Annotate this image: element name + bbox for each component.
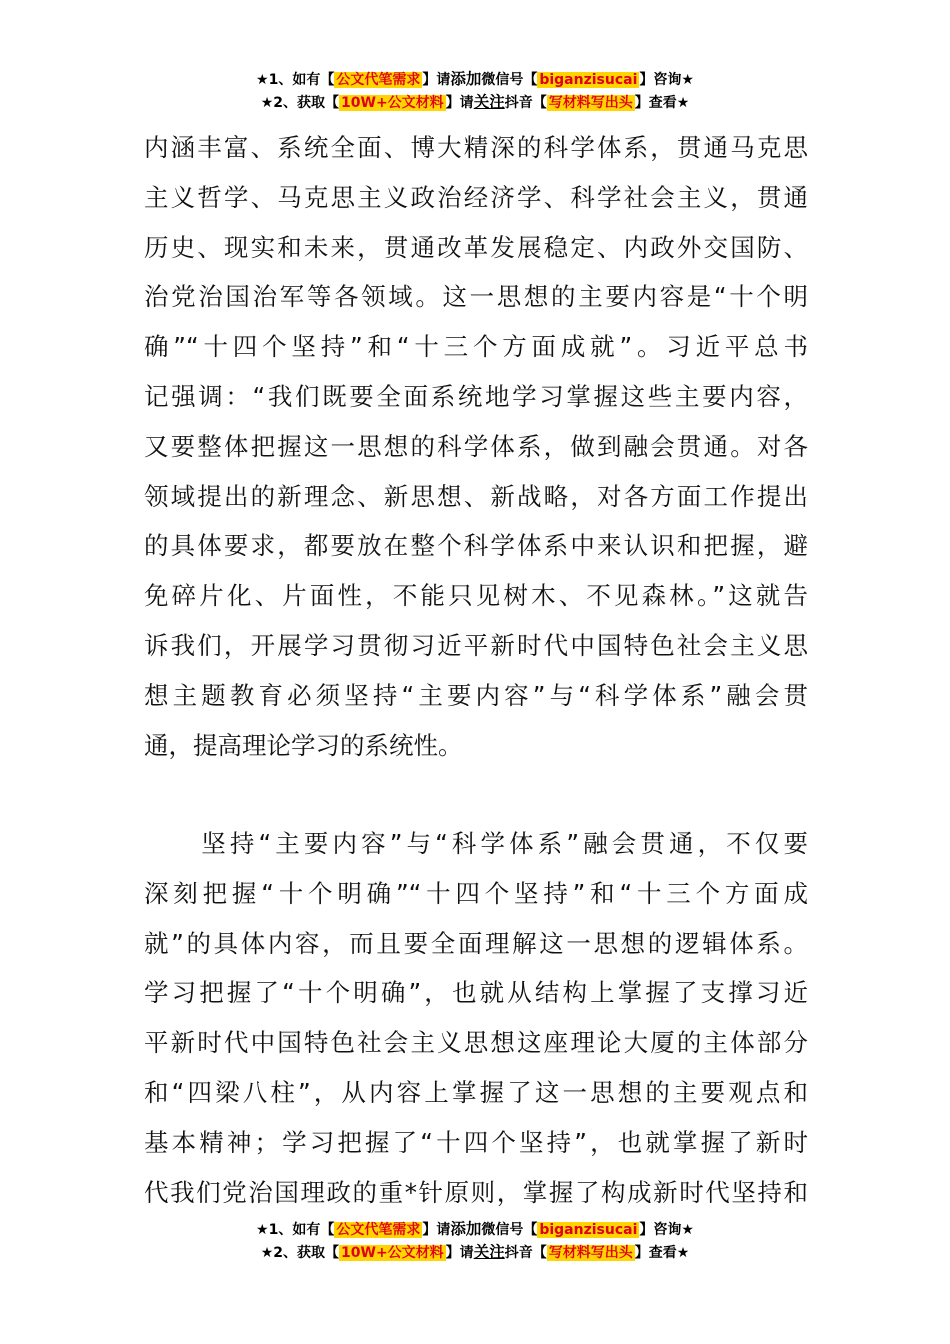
promo-highlight: 公文代笔需求 <box>336 1222 421 1238</box>
promo-text: 】查看★ <box>634 1245 690 1261</box>
paragraph-line: 就”的具体内容，而且要全面理解这一思想的逻辑体系。 <box>144 928 808 958</box>
promo-text: ★1、如有【 <box>256 1222 335 1238</box>
body-paragraph-2 <box>144 819 808 1217</box>
paragraph-line: 和“四梁八柱”，从内容上掌握了这一思想的主要观点和 <box>144 1077 808 1107</box>
paragraph-line: 诉我们，开展学习贯彻习近平新时代中国特色社会主义思 <box>144 630 808 660</box>
promo-text: 抖音【 <box>504 1245 547 1261</box>
body-paragraph-1 <box>144 123 808 770</box>
promo-text: 】查看★ <box>634 95 690 111</box>
promo-text: 】请 <box>445 1245 474 1261</box>
promo-text: 】请 <box>422 72 451 88</box>
paragraph-line: 代我们党治国理政的重*针原则，掌握了构成新时代坚持和 <box>144 1177 808 1207</box>
promo-line-2 <box>0 91 950 114</box>
promo-emphasis: 添加 <box>450 1220 482 1238</box>
paragraph-line: 主义哲学、马克思主义政治经济学、科学社会主义，贯通 <box>144 182 808 212</box>
paragraph-line: 平新时代中国特色社会主义思想这座理论大厦的主体部分 <box>144 1028 808 1058</box>
paragraph-line: 深刻把握“十个明确”“十四个坚持”和“十三个方面成 <box>144 878 808 908</box>
promo-emphasis: 添加 <box>450 70 482 88</box>
paragraph-line: 坚持“主要内容”与“科学体系”融会贯通，不仅要 <box>144 829 808 858</box>
paragraph-line: 通，提高理论学习的系统性。 <box>144 730 463 760</box>
promo-highlight: 10W+公文材料 <box>341 1245 444 1261</box>
paragraph-line: 免碎片化、片面性，不能只见树木、不见森林。”这就告 <box>144 581 808 611</box>
promo-text: 】请 <box>445 95 474 111</box>
paragraph-line: 历史、现实和未来，贯通改革发展稳定、内政外交国防、 <box>144 232 808 262</box>
paragraph-line: 基本精神；学习把握了“十四个坚持”，也就掌握了新时 <box>144 1127 808 1157</box>
promo-text: 抖音【 <box>504 95 547 111</box>
paragraph-line: 想主题教育必须坚持“主要内容”与“科学体系”融会贯 <box>144 680 808 710</box>
paragraph-line: 的具体要求，都要放在整个科学体系中来认识和把握，避 <box>144 531 808 561</box>
promo-emphasis: 关注 <box>473 1243 505 1261</box>
promo-line-1 <box>0 68 950 91</box>
promo-douyin-id: 写材料写出头 <box>548 1245 633 1261</box>
paragraph-line: 内涵丰富、系统全面、博大精深的科学体系，贯通马克思 <box>144 133 808 162</box>
promo-text: ★1、如有【 <box>256 72 335 88</box>
promo-text: 】咨询★ <box>639 1222 694 1238</box>
paragraph-line: 治党治国治军等各领域。这一思想的主要内容是“十个明 <box>144 282 808 312</box>
promo-text: 】咨询★ <box>639 72 694 88</box>
promo-text: 微信号【 <box>481 72 538 88</box>
promo-wechat-id: biganzisucai <box>539 1222 638 1238</box>
header-promo-banner <box>0 68 950 114</box>
promo-highlight: 10W+公文材料 <box>341 95 444 111</box>
paragraph-line: 确”“十四个坚持”和“十三个方面成就”。习近平总书 <box>144 332 808 362</box>
promo-text: 】请 <box>422 1222 451 1238</box>
promo-douyin-id: 写材料写出头 <box>548 95 633 111</box>
paragraph-line: 又要整体把握这一思想的科学体系，做到融会贯通。对各 <box>144 431 808 461</box>
promo-highlight: 公文代笔需求 <box>336 72 421 88</box>
promo-line-2 <box>0 1241 950 1264</box>
promo-emphasis: 关注 <box>473 93 505 111</box>
paragraph-line: 学习把握了“十个明确”，也就从结构上掌握了支撑习近 <box>144 978 808 1008</box>
promo-wechat-id: biganzisucai <box>539 72 638 88</box>
promo-text: ★2、获取【 <box>260 95 340 111</box>
promo-text: 微信号【 <box>481 1222 538 1238</box>
paragraph-line: 记强调：“我们既要全面系统地学习掌握这些主要内容， <box>144 381 808 411</box>
promo-text: ★2、获取【 <box>260 1245 340 1261</box>
promo-line-1 <box>0 1218 950 1241</box>
paragraph-line: 领域提出的新理念、新思想、新战略，对各方面工作提出 <box>144 481 808 511</box>
footer-promo-banner <box>0 1218 950 1264</box>
